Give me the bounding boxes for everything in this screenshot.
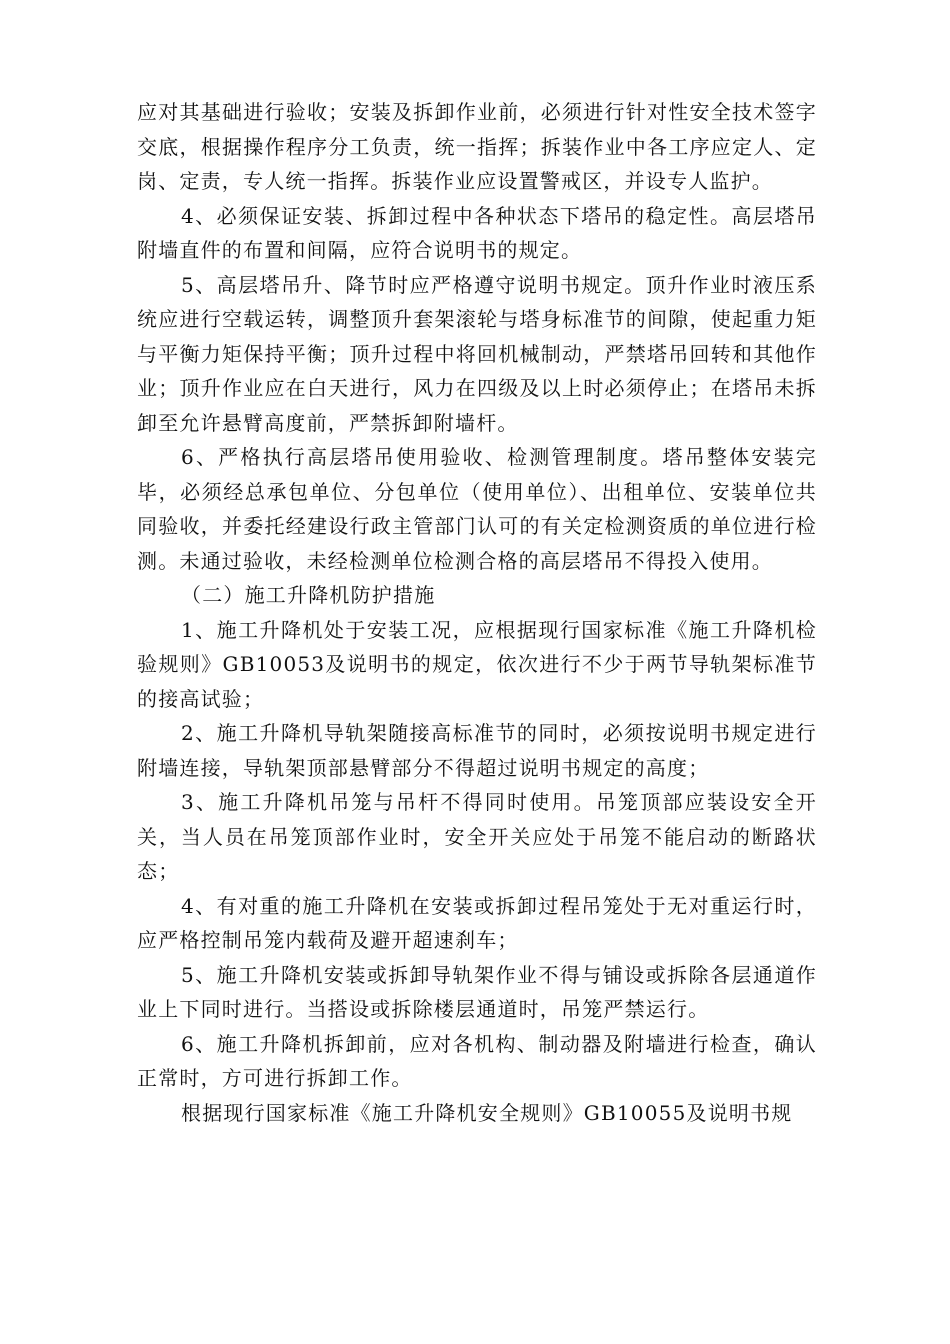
section-heading: （二）施工升降机防护措施 bbox=[181, 583, 436, 607]
paragraph-elevator-2: 2、施工升降机导轨架随接高标准节的同时，必须按说明书规定进行附墙连接，导轨架顶部悬臂部分不得超过说明书规定的高度； bbox=[137, 721, 817, 780]
paragraph-elevator-1: 1、施工升降机处于安装工况，应根据现行国家标准《施工升降机检验规则》GB10053及说明书的规定，依次进行不少于两节导轨架标准节的接高试验； bbox=[137, 617, 817, 711]
paragraph-item-4: 4、必须保证安装、拆卸过程中各种状态下塔吊的稳定性。高层塔吊附墙直件的布置和间隔，应符合说明书的规定。 bbox=[137, 203, 817, 262]
paragraph-elevator-4: 4、有对重的施工升降机在安装或拆卸过程吊笼处于无对重运行时，应严格控制吊笼内载荷及避开超速刹车； bbox=[137, 893, 817, 952]
paragraph-item-5: 5、高层塔吊升、降节时应严格遵守说明书规定。顶升作业时液压系统应进行空载运转，调整顶升套架滚轮与塔身标准节的间隙，使起重力矩与平衡力矩保持平衡；顶升过程中将回机械制动，严禁塔吊回转和其他作业；顶升作业应在白天进行，风力在四级及以上时必须停止；在塔吊未拆卸至允许悬臂高度前，严禁拆卸附墙杆。 bbox=[137, 272, 817, 435]
paragraph-continuation: 应对其基础进行验收；安装及拆卸作业前，必须进行针对性安全技术签字交底，根据操作程序分工负责，统一指挥；拆装作业中各工序应定人、定岗、定责，专人统一指挥。拆装作业应设置警戒区，并设专人监护。 bbox=[137, 100, 817, 193]
paragraph-elevator-6: 6、施工升降机拆卸前，应对各机构、制动器及附墙进行检查，确认正常时，方可进行拆卸工作。 bbox=[137, 1031, 817, 1090]
paragraph-trailing: 根据现行国家标准《施工升降机安全规则》GB10055及说明书规 bbox=[181, 1100, 793, 1125]
paragraph-item-6: 6、严格执行高层塔吊使用验收、检测管理制度。塔吊整体安装完毕，必须经总承包单位、分包单位（使用单位）、出租单位、安装单位共同验收，并委托经建设行政主管部门认可的有关定检测资质的单位进行检测。未通过验收，未经检测单位检测合格的高层塔吊不得投入使用。 bbox=[137, 445, 817, 573]
document-body bbox=[137, 95, 817, 1130]
paragraph-elevator-3: 3、施工升降机吊笼与吊杆不得同时使用。吊笼顶部应装设安全开关，当人员在吊笼顶部作业时，安全开关应处于吊笼不能启动的断路状态； bbox=[137, 790, 817, 883]
paragraph-elevator-5: 5、施工升降机安装或拆卸导轨架作业不得与铺设或拆除各层通道作业上下同时进行。当搭设或拆除楼层通道时，吊笼严禁运行。 bbox=[137, 962, 817, 1021]
